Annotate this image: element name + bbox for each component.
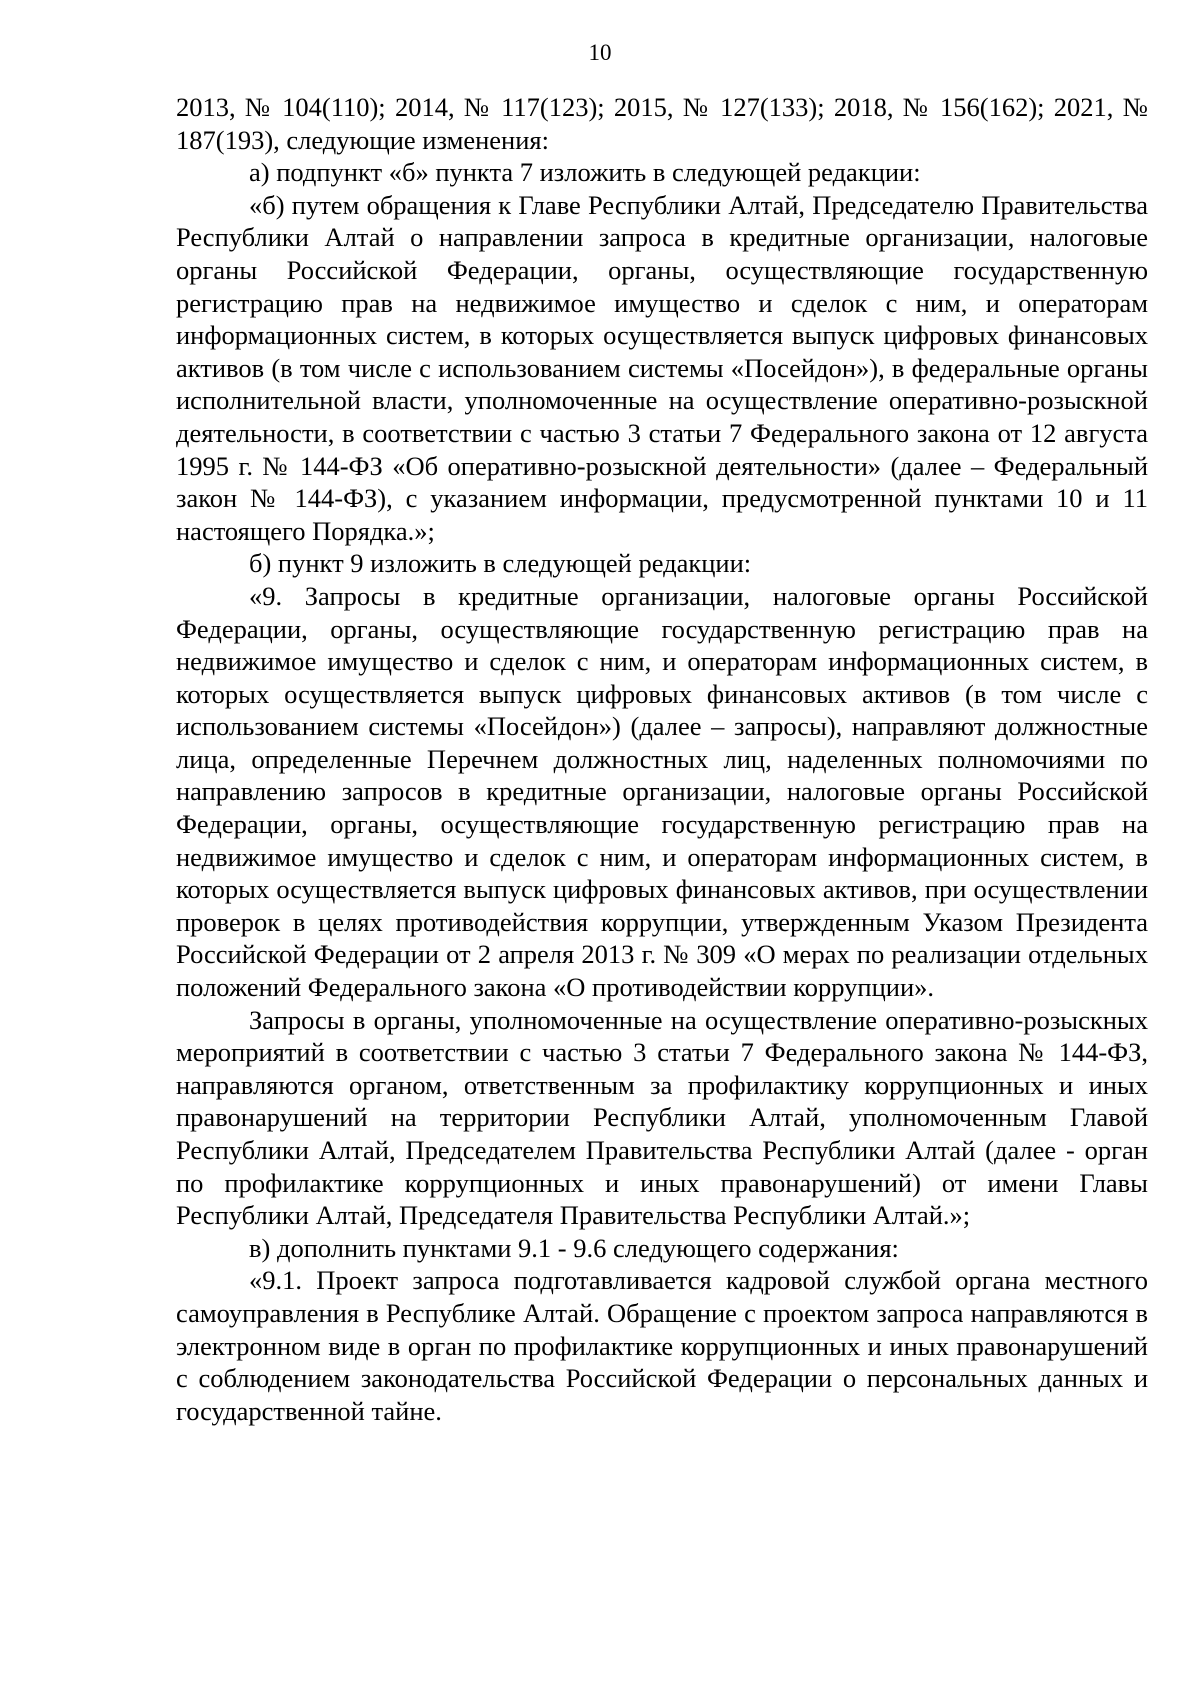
paragraph-point-v: в) дополнить пунктами 9.1 - 9.6 следующего содержания: (249, 1232, 899, 1263)
page-number: 10 (588, 40, 612, 65)
paragraph-point-9-1: «9.1. Проект запроса подготавливается кадровой службой органа местного самоуправления в Республике Алтай. Обращение с проектом запроса направляются в электронном виде в орган по профилактике коррупционных и иных правонарушений с соблюдением законодательства Российской Федерации о персональных данных и государственной тайне. (176, 1265, 1148, 1426)
paragraph-point-b: б) пункт 9 изложить в следующей редакции: (249, 548, 752, 579)
paragraph-subpoint-b-text: «б) путем обращения к Главе Республики Алтай, Председателю Правительства Республики Алтай о направлении запроса в кредитные организации, налоговые органы Российской Федерации, органы, осуществляющие государственную регистрацию прав на недвижимое имущество и сделок с ним, и операторам информационных систем, в которых осуществляется выпуск цифровых финансовых активов (в том числе с использованием системы «Посейдон»), в федеральные органы исполнительной власти, уполномоченные на осуществление оперативно-розыскной деятельности, в соответствии с частью 3 статьи 7 Федерального закона от 12 августа 1995 г. № 144-ФЗ «Об оперативно-розыскной деятельности» (далее – Федеральный закон № 144-ФЗ), с указанием информации, предусмотренной пунктами 10 и 11 настоящего Порядка.»; (176, 189, 1148, 546)
document-body (176, 91, 1148, 1427)
paragraph-subpoint-a: а) подпункт «б» пункта 7 изложить в следующей редакции: (249, 157, 921, 188)
paragraph-requests-organs: Запросы в органы, уполномоченные на осуществление оперативно-розыскных мероприятий в соответствии с частью 3 статьи 7 Федерального закона № 144-ФЗ, направляются органом, ответственным за профилактику коррупционных и иных правонарушений на территории Республики Алтай, уполномоченным Главой Республики Алтай, Председателем Правительства Республики Алтай (далее - орган по профилактике коррупционных и иных правонарушений) от имени Главы Республики Алтай, Председателя Правительства Республики Алтай.»; (176, 1004, 1148, 1231)
paragraph-continuation: 2013, № 104(110); 2014, № 117(123); 2015, № 127(133); 2018, № 156(162); 2021, № 187(193), следующие изменения: (176, 92, 1148, 155)
paragraph-point-9: «9. Запросы в кредитные организации, налоговые органы Российской Федерации, органы, осуществляющие государственную регистрацию прав на недвижимое имущество и сделок с ним, и операторам информационных систем, в которых осуществляется выпуск цифровых финансовых активов (в том числе с использованием системы «Посейдон») (далее – запросы), направляют должностные лица, определенные Перечнем должностных лиц, наделенных полномочиями по направлению запросов в кредитные организации, налоговые органы Российской Федерации, органы, осуществляющие государственную регистрацию прав на недвижимое имущество и сделок с ним, и операторам информационных систем, в которых осуществляется выпуск цифровых финансовых активов, при осуществлении проверок в целях противодействия коррупции, утвержденным Указом Президента Российской Федерации от 2 апреля 2013 г. № 309 «О мерах по реализации отдельных положений Федерального закона «О противодействии коррупции». (176, 580, 1148, 1003)
